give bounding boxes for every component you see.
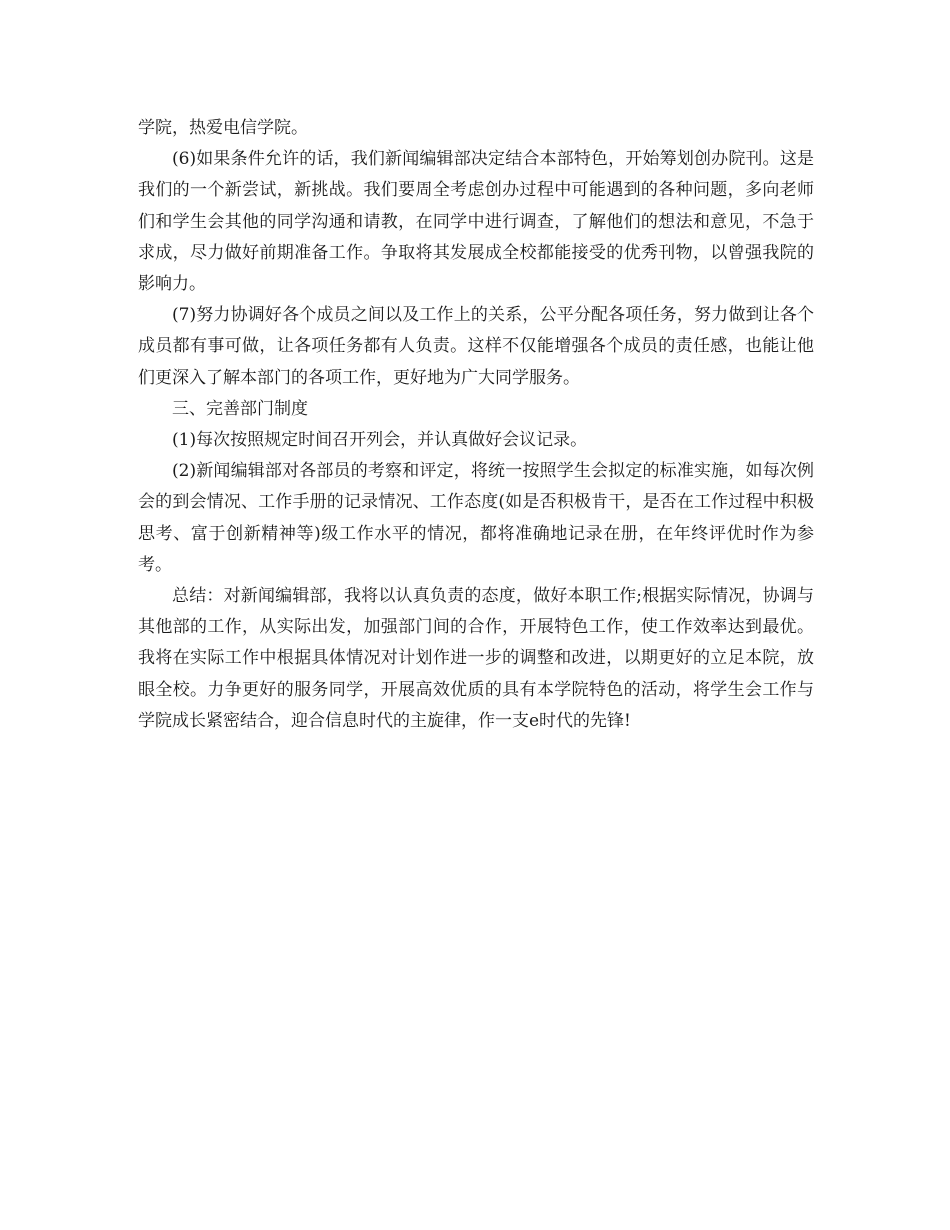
paragraph-rule-2: (2)新闻编辑部对各部员的考察和评定，将统一按照学生会拟定的标准实施，如每次例会的到会情况、工作手册的记录情况、工作态度(如是否积极肯干，是否在工作过程中积极思考、富于创新精神等)级工作水平的情况，都将准确地记录在册，在年终评优时作为参考。 <box>138 461 814 575</box>
paragraph-item-7: (7)努力协调好各个成员之间以及工作上的关系，公平分配各项任务，努力做到让各个成员都有事可做，让各项任务都有人负责。这样不仅能增强各个成员的责任感，也能让他们更深入了解本部门的各项工作，更好地为广大同学服务。 <box>138 305 814 388</box>
paragraph-continuation: 学院，热爱电信学院。 <box>138 118 308 138</box>
section-heading-3: 三、完善部门制度 <box>172 398 308 419</box>
paragraph-summary: 总结：对新闻编辑部，我将以认真负责的态度，做好本职工作;根据实际情况，协调与其他部的工作，从实际出发，加强部门间的合作，开展特色工作，使工作效率达到最优。我将在实际工作中根据具体情况对计划作进一步的调整和改进，以期更好的立足本院，放眼全校。力争更好的服务同学，开展高效优质的具有本学院特色的活动，将学生会工作与学院成长紧密结合，迎合信息时代的主旋律，作一支e时代的先锋! <box>138 586 814 731</box>
document-body <box>138 113 814 737</box>
paragraph-item-6: (6)如果条件允许的话，我们新闻编辑部决定结合本部特色，开始筹划创办院刊。这是我们的一个新尝试，新挑战。我们要周全考虑创办过程中可能遇到的各种问题，多向老师们和学生会其他的同学沟通和请教，在同学中进行调查，了解他们的想法和意见，不急于求成，尽力做好前期准备工作。争取将其发展成全校都能接受的优秀刊物，以曾强我院的影响力。 <box>138 149 814 295</box>
paragraph-rule-1: (1)每次按照规定时间召开列会，并认真做好会议记录。 <box>172 430 588 451</box>
